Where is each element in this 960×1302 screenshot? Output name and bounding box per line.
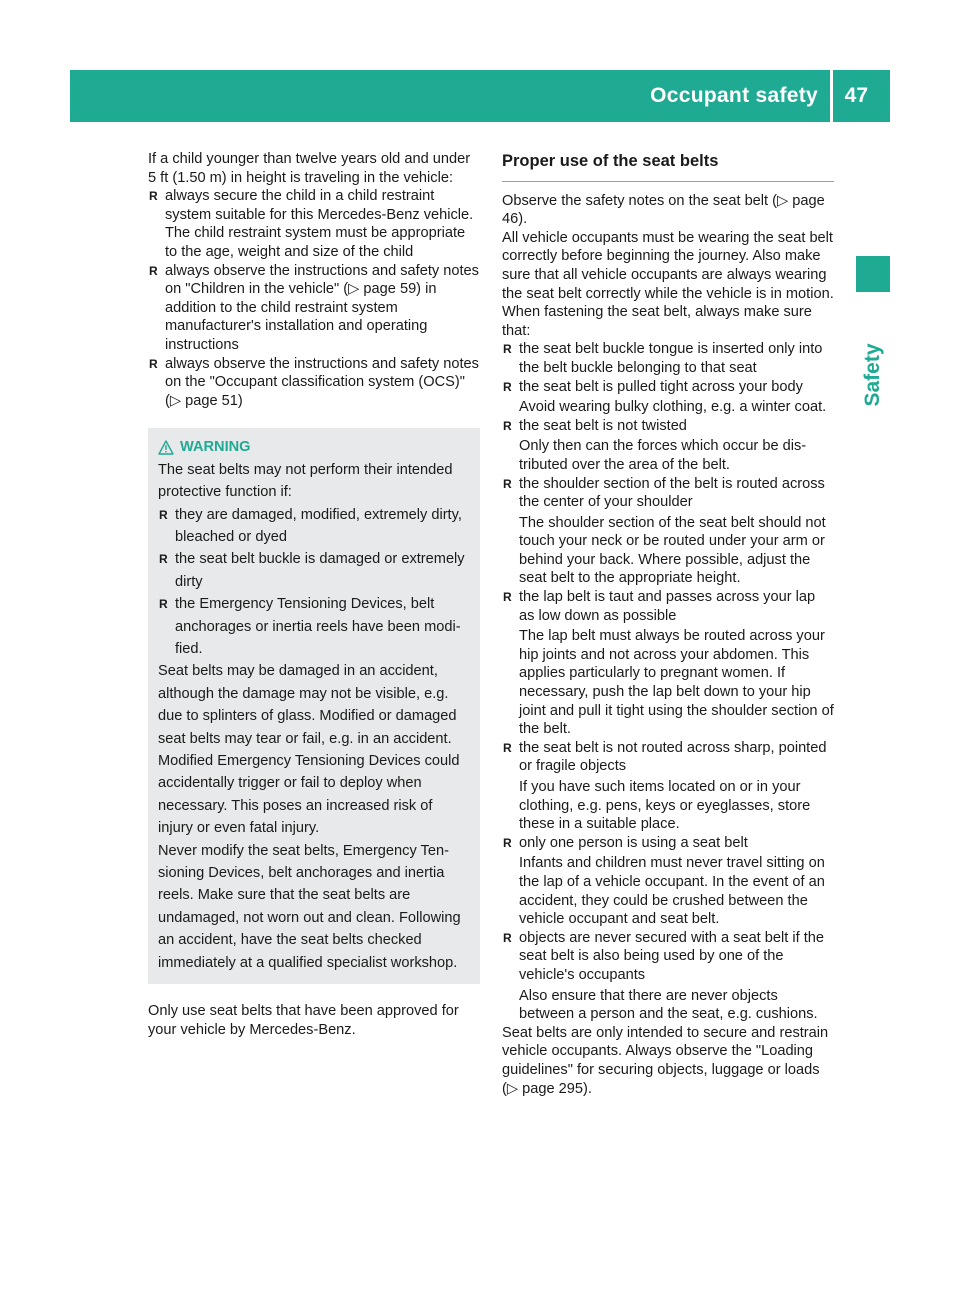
list-item-detail: Infants and children must never travel sitting on the lap of a vehicle occupant. In the event of an accident, they could be crushed between the vehicle occupant and seat belt. (519, 855, 825, 928)
warning-paragraph: Seat belts may be damaged in an accident, although the damage may not be visible, e.g. due to splinters of glass. Modified or damaged seat belts may tear or fail, e.g. in an accident. Modified Emergency Tensioning Devices could accidentally trigger or fail to deploy when necessary. This poses an increased risk of injury or even fatal injury. (158, 663, 460, 837)
list-item: R they are damaged, modified, extremely dirty, bleached or dyed (158, 504, 470, 549)
section-tab (856, 122, 890, 1302)
list-item-detail: Avoid wearing bulky clothing, e.g. a winter coat. (519, 399, 827, 416)
warning-box (148, 428, 480, 984)
warning-heading (158, 436, 470, 458)
list-item: R the Emergency Tensioning Devices, belt anchorages or inertia reels have been modified. (158, 593, 470, 660)
list-item-detail: If you have such items located on or in your clothing, e.g. pens, keys or eyeglasses, store these in a suitable place. (519, 779, 811, 833)
section-heading: Proper use of the seat belts (502, 152, 719, 170)
paragraph: Observe the safety notes on the seat belt (▷ page 46). (502, 192, 825, 228)
warning-intro: The seat belts may not perform their intended protective function if: (158, 461, 453, 501)
list-item: R always secure the child in a child restraint system suitable for this Mercedes-Benz vehicle. The child restraint system must be appropriate to the age, weight and size of the child (148, 187, 480, 261)
list-item: R only one person is using a seat belt Infants and children must never travel sitting on the lap of a vehicle occupant. In the event of an accident, they could be crushed between the vehicle occupant and seat belt. (502, 834, 834, 929)
list-item: R the seat belt buckle tongue is inserted only into the belt buckle belonging to that seat (502, 340, 834, 377)
list-item: R the shoulder section of the belt is routed across the center of your shoulder The shoulder section of the seat belt should not touch your neck or be routed under your arm or behind your back. Where possible, adjust the seat belt to the appropriate height. (502, 475, 834, 589)
page-number: 47 (844, 84, 868, 107)
list-item: R the seat belt is not twisted Only then can the forces which occur be distributed over the area of the belt. (502, 417, 834, 475)
warning-bullet-list (158, 504, 470, 661)
child-intro: If a child younger than twelve years old and under 5 ft (1.50 m) in height is traveling in the vehicle: (148, 151, 471, 186)
list-item-detail: The shoulder section of the seat belt should not touch your neck or be routed under your arm or behind your back. Where possible, adjust the seat belt to the appropriate height. (519, 514, 826, 587)
paragraph: All vehicle occupants must be wearing the seat belt correctly before beginning the journey. Also make sure that all vehicle occupants are always wearing the seat belt correctly while the vehicle is in motion. (502, 229, 834, 302)
right-column (502, 150, 834, 1098)
list-item-detail: Also ensure that there are never objects between a person and the seat, e.g. cushions. (519, 987, 818, 1023)
warning-paragraph: Never modify the seat belts, Emergency Tensioning Devices, belt anchorages and inertia reels. Make sure that the seat belts are undamaged, not worn out and clean. Following an accident, have the seat belts checked immediately at a qualified specialist workshop. (158, 842, 461, 971)
left-column (148, 150, 480, 1039)
page-header (70, 70, 890, 122)
list-item: R the lap belt is taut and passes across your lap as low down as possible The lap belt must always be routed across your hip joints and not across your abdomen. This applies particularly to pregnant women. If necessary, push the lap belt down to your hip joint and pull it tight using the shoulder section of the belt. (502, 588, 834, 739)
paragraph: Seat belts are only intended to secure and restrain vehicle occupants. Always observe the "Loading guidelines" for securing objects, luggage or loads (▷ page 295). (502, 1024, 829, 1097)
list-item: R always observe the instructions and safety notes on the "Occupant classification system (OCS)" (▷ page 51) (148, 355, 480, 411)
header-divider (830, 70, 833, 122)
warning-triangle-icon (158, 440, 174, 455)
list-item: R the seat belt is pulled tight across your body Avoid wearing bulky clothing, e.g. a winter coat. (502, 378, 834, 417)
section-marker (856, 256, 890, 292)
chapter-title: Occupant safety (650, 84, 818, 107)
seat-belt-checklist (502, 340, 834, 1023)
heading-divider (502, 181, 834, 182)
list-item: R the seat belt buckle is damaged or extremely dirty (158, 548, 470, 593)
list-item: R always observe the instructions and safety notes on "Children in the vehicle" (▷ page 59) in addition to the child restraint system manufacturer's installation and operating instructions (148, 262, 480, 355)
list-item-detail: The lap belt must always be routed across your hip joints and not across your abdomen. This applies particularly to pregnant women. If necessary, push the lap belt down to your hip joint and pull it tight using the shoulder section of the belt. (519, 628, 834, 738)
approval-note: Only use seat belts that have been approved for your vehicle by Mercedes-Benz. (148, 1003, 459, 1038)
section-label: Safety (861, 343, 884, 407)
child-bullet-list (148, 187, 480, 410)
warning-label: WARNING (180, 439, 251, 456)
list-item: R the seat belt is not routed across sharp, pointed or fragile objects If you have such items located on or in your clothing, e.g. pens, keys or eyeglasses, store these in a suitable place. (502, 739, 834, 834)
list-item: R objects are never secured with a seat belt if the seat belt is also being used by one of the vehicle's occupants Also ensure that there are never objects between a person and the seat, e.g. cushions. (502, 929, 834, 1024)
list-item-detail: Only then can the forces which occur be distributed over the area of the belt. (519, 438, 807, 473)
paragraph: When fastening the seat belt, always make sure that: (502, 304, 812, 339)
